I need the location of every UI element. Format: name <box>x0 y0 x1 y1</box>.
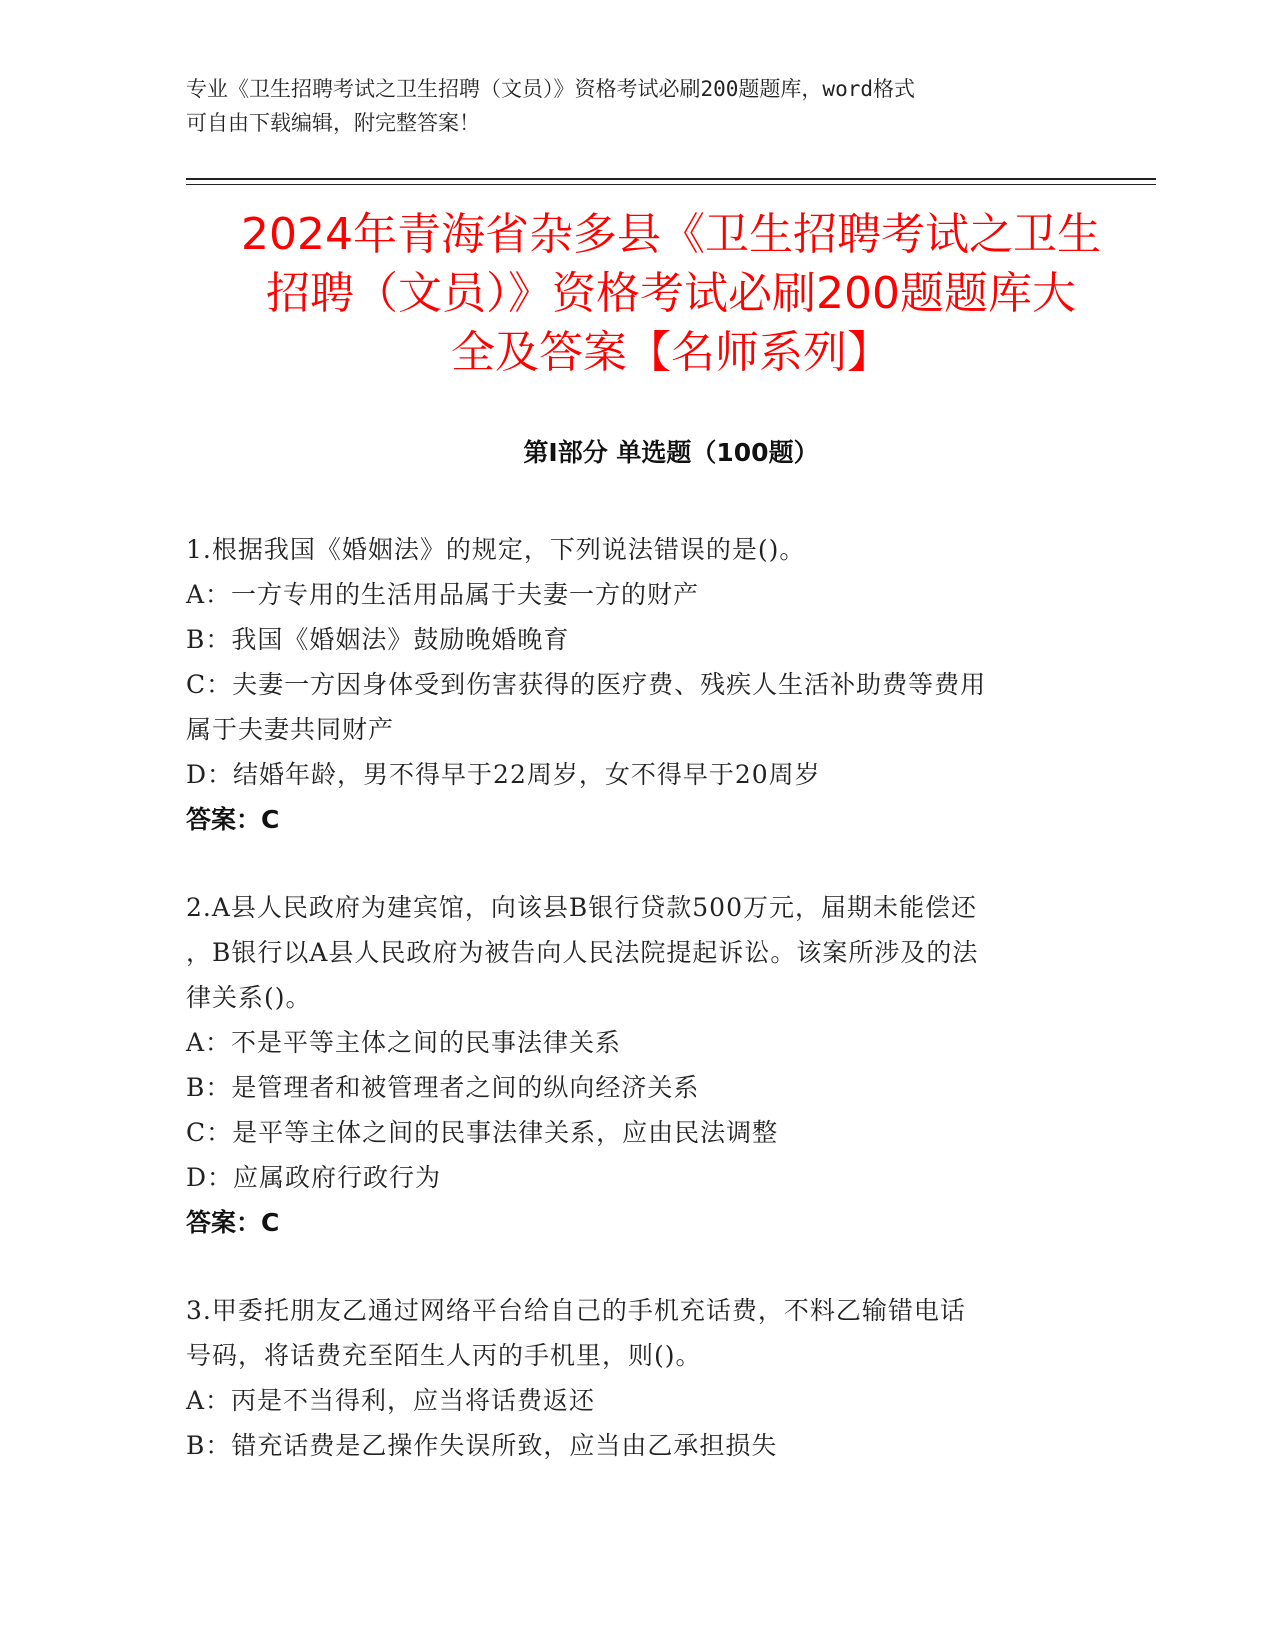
answer-option-line: B：我国《婚姻法》鼓励晚婚晚育 <box>186 625 570 654</box>
question-stem-line: 1.根据我国《婚姻法》的规定，下列说法错误的是()。 <box>186 535 806 564</box>
header-rule <box>186 184 1156 185</box>
title-line: 2024年青海省杂多县《卫生招聘考试之卫生 <box>241 209 1101 260</box>
answer-option-line: C：夫妻一方因身体受到伤害获得的医疗费、残疾人生活补助费等费用 <box>186 670 987 699</box>
question-stem-line: ，B银行以A县人民政府为被告向人民法院提起诉讼。该案所涉及的法 <box>186 938 979 967</box>
answer-key: 答案：C <box>186 1208 280 1237</box>
title-line: 全及答案【名师系列】 <box>451 327 891 378</box>
header-note-line: 专业《卫生招聘考试之卫生招聘（文员）》资格考试必刷200题题库，word格式 <box>186 77 915 101</box>
answer-option-line: D：应属政府行政行为 <box>186 1163 442 1192</box>
question-stem-line: 3.甲委托朋友乙通过网络平台给自己的手机充话费，不料乙输错电话 <box>186 1296 966 1325</box>
question-stem-line: 2.A县人民政府为建宾馆，向该县B银行贷款500万元，届期未能偿还 <box>186 893 977 922</box>
answer-option-line: D：结婚年龄，男不得早于22周岁，女不得早于20周岁 <box>186 760 821 789</box>
section-heading: 第Ⅰ部分 单选题（100题） <box>523 438 819 467</box>
answer-option-line: B：错充话费是乙操作失误所致，应当由乙承担损失 <box>186 1431 778 1460</box>
question-item <box>186 527 1081 842</box>
answer-option-line: 属于夫妻共同财产 <box>186 715 395 744</box>
question-stem-line: 号码，将话费充至陌生人丙的手机里，则()。 <box>186 1341 702 1370</box>
answer-option-line: B：是管理者和被管理者之间的纵向经济关系 <box>186 1073 700 1102</box>
question-list <box>186 527 1081 1511</box>
answer-option-line: C：是平等主体之间的民事法律关系，应由民法调整 <box>186 1118 779 1147</box>
question-item <box>186 885 1081 1245</box>
header-rule <box>186 178 1156 180</box>
header-note-line: 可自由下载编辑，附完整答案！ <box>186 111 480 135</box>
header-note <box>186 72 1066 140</box>
answer-key: 答案：C <box>186 805 280 834</box>
question-stem-line: 律关系()。 <box>186 983 312 1012</box>
title-line: 招聘（文员）》资格考试必刷200题题库大 <box>266 268 1076 319</box>
answer-option-line: A：不是平等主体之间的民事法律关系 <box>186 1028 622 1057</box>
document-title <box>186 205 1156 382</box>
answer-option-line: A：一方专用的生活用品属于夫妻一方的财产 <box>186 580 700 609</box>
question-item <box>186 1288 1081 1468</box>
answer-option-line: A：丙是不当得利，应当将话费返还 <box>186 1386 596 1415</box>
